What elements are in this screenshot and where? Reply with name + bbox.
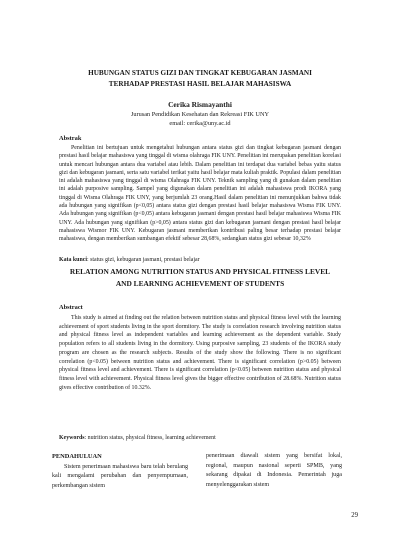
author-email[interactable]: email: cerika@uny.ac.id: [169, 120, 231, 127]
title-en-line-2: AND LEARNING ACHIEVEMENT OF STUDENTS: [115, 278, 285, 288]
keywords-label: Keywords: [59, 435, 85, 441]
title-id-line-2: TERHADAP PRESTASI HASIL BELAJAR MAHASISWA: [108, 80, 292, 88]
pendahuluan-left-column: [52, 452, 188, 491]
abstract-body: [59, 314, 341, 392]
abstrak-heading: Abstrak: [59, 135, 82, 142]
kata-kunci-label: Kata kunci: [59, 257, 87, 263]
author-name: Cerika Rismayanthi: [168, 100, 232, 109]
author-affiliation: Jurusan Pendidikan Kesehatan dan Rekreasi FIK UNY: [130, 111, 270, 118]
pendahuluan-heading: PENDAHULUAN: [52, 453, 102, 460]
kata-kunci: [59, 256, 341, 264]
pendahuluan-right-text: penerimaan diawali sistem yang bersifat lokal, regional, maupun nasional seperti SPMB, yang sekarang dipakai di Indonesia. Pemerintah juga menyelenggarakan sistem: [206, 453, 342, 488]
abstract-text: This study is aimed at finding out the relation between nutrition status and physical fitness level with the learning achievement of sport students living in the sport dormitory. The study is correlation research involving nutrition status and physical fitness level as independent variables and learning achievement as the dependent variable. Study population refers to all students living in the dormitory. Using purposive sampling, 23 students of the IKORA study program are chosen as the research subjects. Results of the study show the following. There is no significant correlation (p<0.05) between nutrition status and achievement. There is significant correlation (p>0.05) between physical fitness level and achievement. There is significant correlation (p<0.05) between nutrition status and physical fitness level with achievement. Physical fitness level gives the bigger effective contribution of 28.68%. Nutrition status gives effective contribution of 10.32%.: [59, 315, 341, 391]
page-number: 29: [351, 512, 358, 519]
article-title-english: [40, 266, 360, 289]
article-title-indonesian: [40, 68, 360, 90]
abstract-heading: Abstract: [59, 304, 83, 311]
title-en-line-1: RELATION AMONG NUTRITION STATUS AND PHYSICAL FITNESS LEVEL: [69, 267, 331, 276]
title-id-line-1: HUBUNGAN STATUS GIZI DAN TINGKAT KEBUGARAN JASMANI: [88, 69, 312, 77]
keywords-text: : nutrition status, physical fitness, learning achievement: [84, 435, 216, 441]
author-block: [60, 100, 340, 128]
kata-kunci-text: : status gizi, kebugaran jasmani, prestasi belajar: [87, 257, 200, 263]
abstrak-body: [59, 144, 341, 244]
pendahuluan-left-text: Sistem penerimaan mahasiswa baru telah berulang kali mengalami perubahan dan penyempurnaan, perkembangan sistem: [52, 463, 188, 489]
keywords: [59, 434, 341, 442]
abstrak-text: Penelitian ini bertujuan untuk mengetahui hubungan antara status gizi dan tingkat kebugaran jasmani dengan prestasi hasil belajar mahasiswa yang tinggal di wisma olahraga FIK UNY. Penelitian ini merupakan penelitian korelasi untuk mencari hubungan antara dua variabel atau lebih. Dalam penelitian ini terdapat dua variabel bebas yaitu status gizi dan kebugaran jasmani, serta satu variabel terikat yaitu hasil belajar mata kuliah praktik. Populasi dalam penelitian ini adalah mahasiswa yang tinggal di wisma Olahraga FIK UNY. Teknik sampling yang di gunakan dalam penelitian ini adalah purposive sampling. Sampel yang digunakan dalam penelitian ini adalah mahasiswa prodi IKORA yang tinggal di Wisma Olahraga FIK UNY, yang berjumlah 23 orang.Hasil dalam penelitian ini menunjukkan bahwa tidak ada hubungan yang signifikan (p<0,05) antara status gizi dengan prestasi hasil belajar mahasiswa Wisma FIK UNY. Ada hubungan yang signifikan (p<0,05) antara kebugaran jasmani dengan prestasi hasil belajar mahasiswa Wisma FIK UNY. Ada hubungan yang signifikan (p>0,05) antara status gizi dan kebugaran jasmani dengan prestasi hasil belajar mahasiswa Wismor FIK UNY. Kebugaran jasmani memberikan kontribusi paling besar terhadap prestasi belajar mahasiswa, dengan memberikan sumbangan efektif sebesar 28,68%, sedangkan status gizi sebesar 10,32%: [59, 145, 341, 243]
pendahuluan-right-column: [206, 452, 342, 490]
